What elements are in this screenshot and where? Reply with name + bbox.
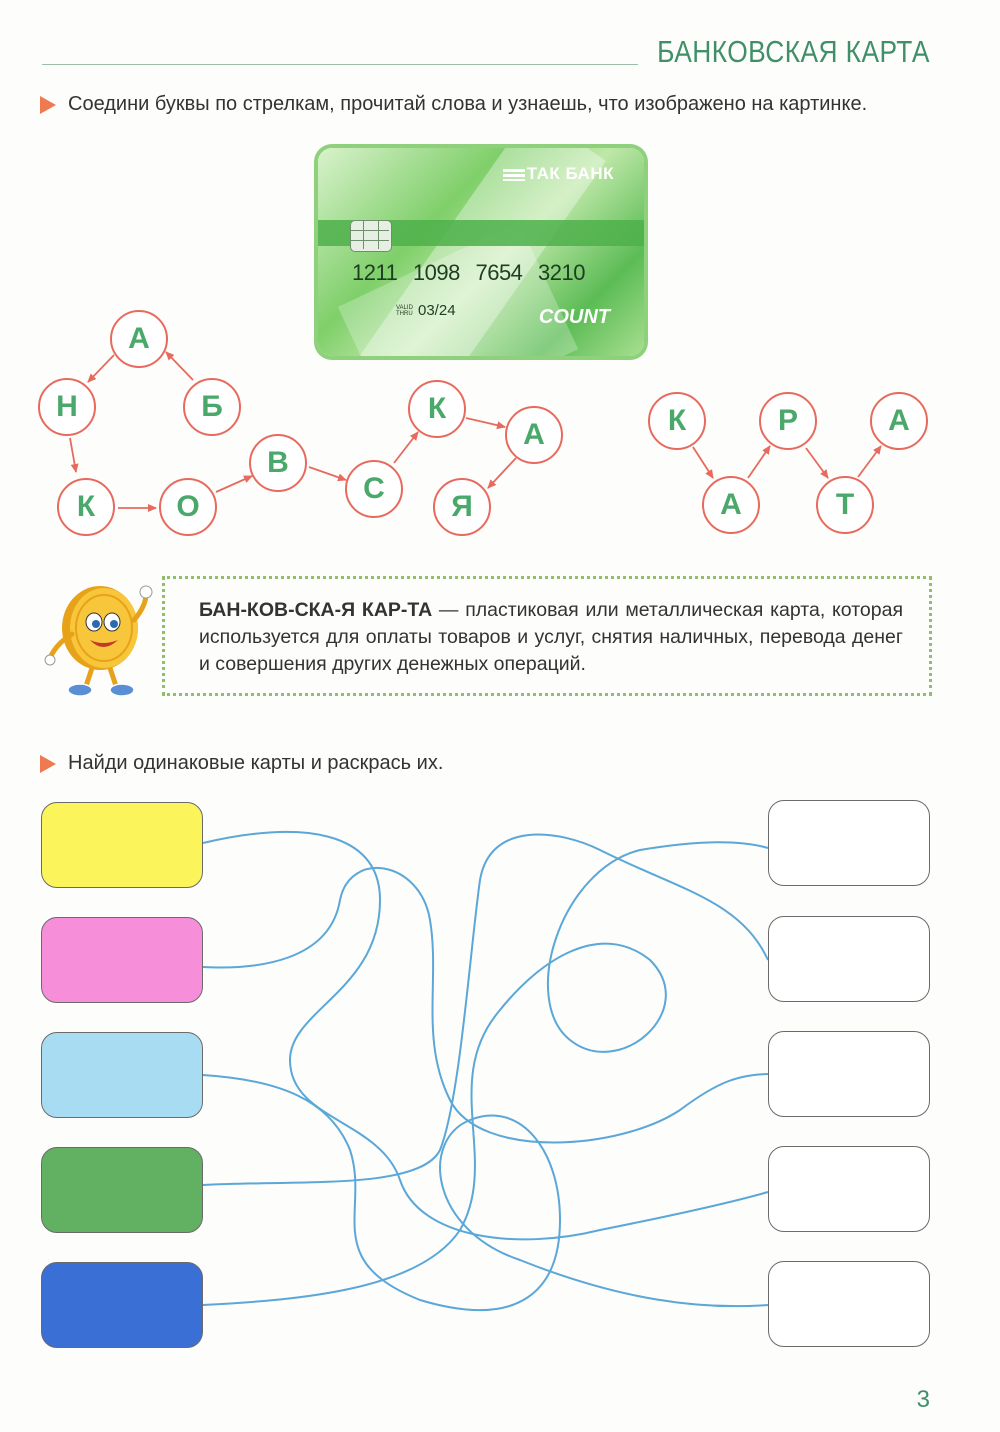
card-expiry: 03/24 <box>418 302 456 319</box>
definition-term: БАН-КОВ-СКА-Я КАР-ТА <box>199 599 433 621</box>
color-card-pink[interactable] <box>41 917 203 1003</box>
task-text: Найди одинаковые карты и раскрась их. <box>68 752 444 774</box>
letter-circle-o: О <box>159 478 217 536</box>
letter-circle-a: А <box>110 310 168 368</box>
blank-card-5[interactable] <box>768 1261 930 1347</box>
blank-card-4[interactable] <box>768 1146 930 1232</box>
letter-circle-v: В <box>249 434 307 492</box>
letter-circle-n: Н <box>38 378 96 436</box>
letter-circle-a2: А <box>505 406 563 464</box>
definition-dash: — <box>432 599 466 621</box>
maze-line-2 <box>203 868 768 1143</box>
definition-text: пластиковая или металлическая карта, которая используется для оплаты товаров и услуг, снятия наличных, перевода денег и совершения других денежных операций. <box>199 599 903 675</box>
letter-circle-r: Р <box>759 392 817 450</box>
letter-circle-ya: Я <box>433 478 491 536</box>
letter-circle-k2: К <box>408 380 466 438</box>
color-card-blue[interactable] <box>41 1262 203 1348</box>
blank-card-1[interactable] <box>768 800 930 886</box>
bank-name: ТАК БАНК <box>503 164 614 184</box>
card-number: 1211 1098 7654 3210 <box>352 260 585 285</box>
letter-circle-s: С <box>345 460 403 518</box>
maze-line-1 <box>203 832 768 1239</box>
color-card-green[interactable] <box>41 1147 203 1233</box>
maze-line-3 <box>203 1075 768 1310</box>
blank-card-2[interactable] <box>768 916 930 1002</box>
valid-thru-label: VALID THRU <box>396 305 413 317</box>
letter-circle-b: Б <box>183 378 241 436</box>
blank-card-3[interactable] <box>768 1031 930 1117</box>
task-text: Соедини буквы по стрелкам, прочитай слова и узнаешь, что изображено на картинке. <box>68 93 868 115</box>
card-brand: COUNT <box>538 306 610 328</box>
color-card-light-blue[interactable] <box>41 1032 203 1118</box>
letter-circle-k: К <box>57 478 115 536</box>
maze-line-4 <box>203 835 768 1185</box>
letter-circle-a4: А <box>870 392 928 450</box>
page-title: БАНКОВСКАЯ КАРТА <box>657 34 930 69</box>
letter-circle-t: Т <box>816 476 874 534</box>
color-card-yellow[interactable] <box>41 802 203 888</box>
letter-circle-k3: К <box>648 392 706 450</box>
page-number: 3 <box>916 1386 930 1413</box>
letter-circle-a3: А <box>702 476 760 534</box>
